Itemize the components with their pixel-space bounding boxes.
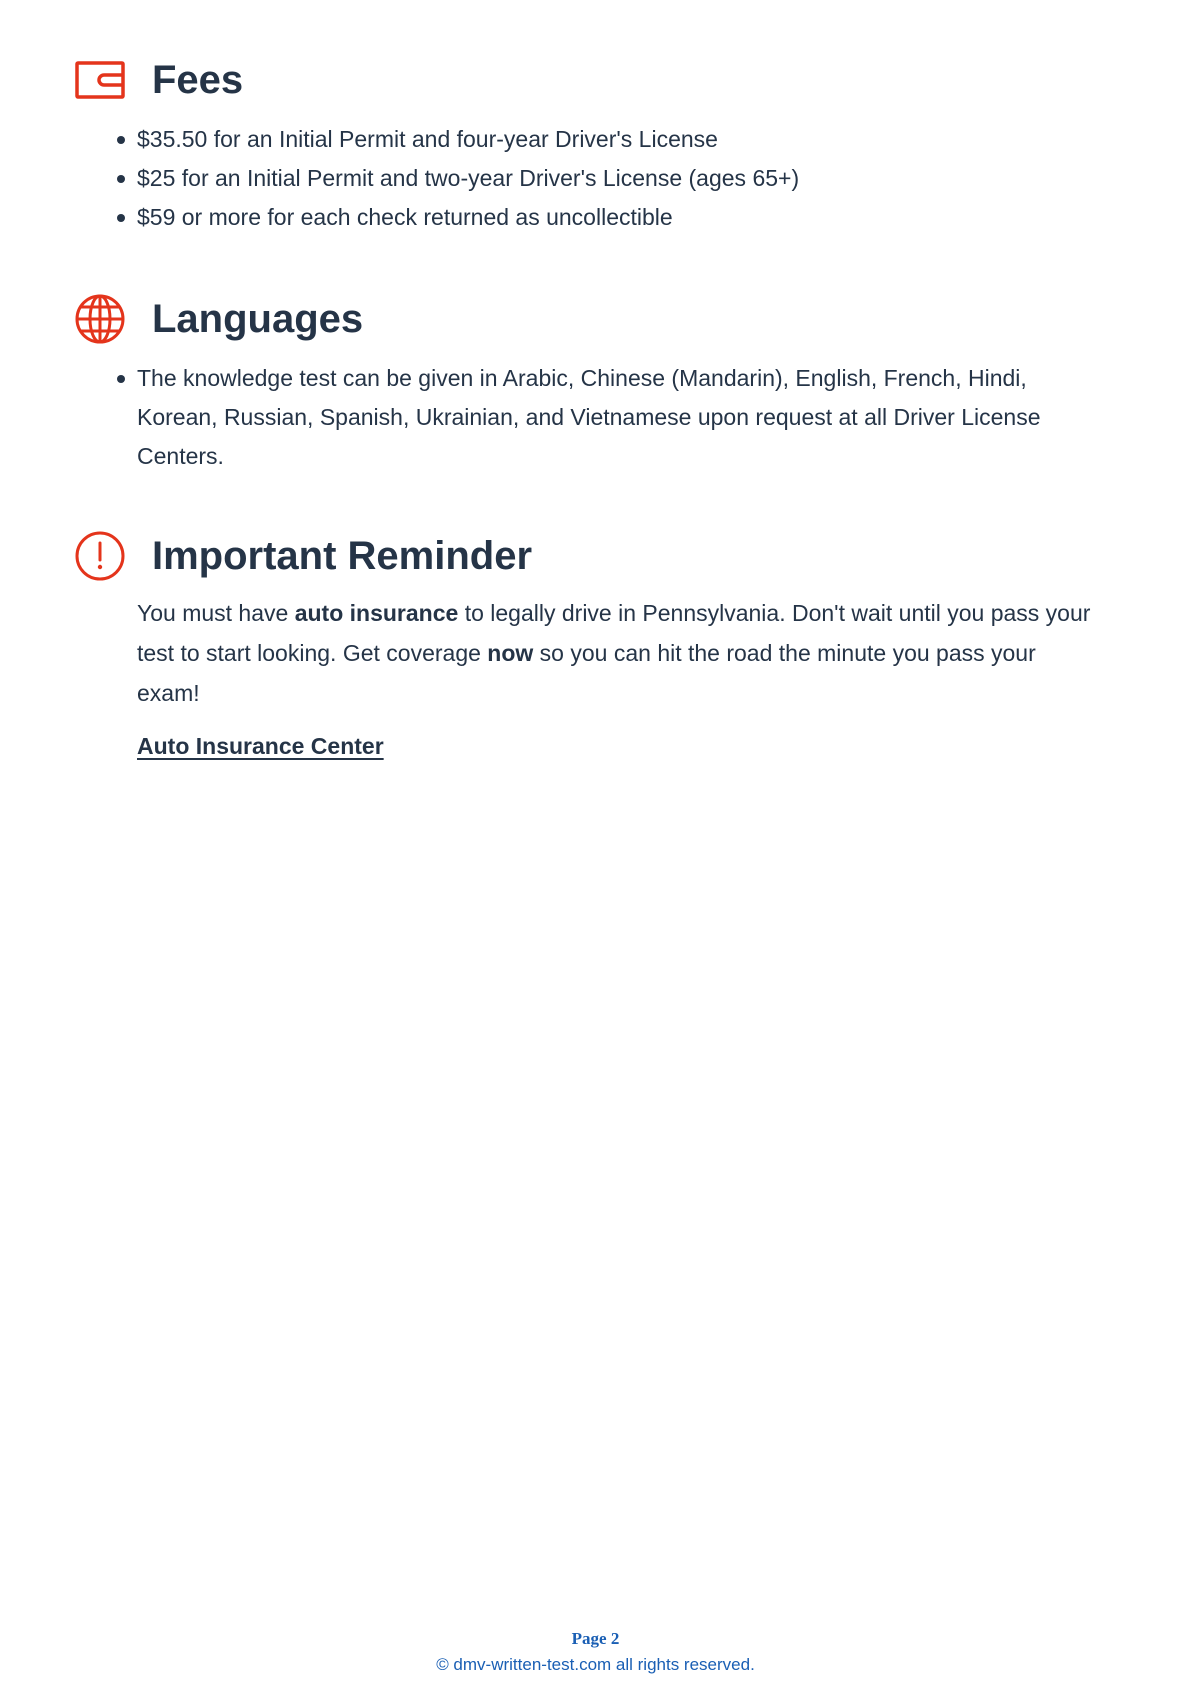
reminder-text-part: You must have: [137, 600, 295, 626]
list-item: $35.50 for an Initial Permit and four-year Driver's License: [137, 120, 1097, 159]
alert-circle-icon: [74, 530, 126, 582]
fees-header: [74, 52, 243, 108]
reminder-title: Important Reminder: [152, 534, 533, 578]
copyright-text: © dmv-written-test.com all rights reserved.: [436, 1655, 755, 1674]
reminder-bold-now: now: [487, 640, 534, 666]
reminder-header: [74, 528, 532, 584]
wallet-icon: [74, 54, 126, 106]
fees-list: [137, 120, 1097, 237]
list-item: The knowledge test can be given in Arabic, Chinese (Mandarin), English, French, Hindi, Korean, Russian, Spanish, Ukrainian, and Vietnamese upon request at all Driver License Centers.: [137, 359, 1097, 476]
reminder-text-part: to legally drive in Pennsylvania. Don't wait until you pass your test to start looking. Get coverage: [137, 600, 1091, 666]
fees-title: Fees: [152, 58, 244, 102]
list-item: $25 for an Initial Permit and two-year Driver's License (ages 65+): [137, 159, 1097, 198]
auto-insurance-center-link[interactable]: Auto Insurance Center: [137, 733, 384, 759]
languages-list: [137, 359, 1097, 476]
reminder-text: [137, 593, 1097, 713]
reminder-text-part: so you can hit the road the minute you pass your exam!: [137, 640, 1036, 706]
languages-header: [74, 291, 363, 347]
reminder-bold-auto-insurance: auto insurance: [294, 600, 459, 626]
list-item: $59 or more for each check returned as uncollectible: [137, 198, 1097, 237]
page-number: Page 2: [571, 1629, 620, 1648]
languages-title: Languages: [152, 297, 364, 341]
globe-icon: [74, 293, 126, 345]
